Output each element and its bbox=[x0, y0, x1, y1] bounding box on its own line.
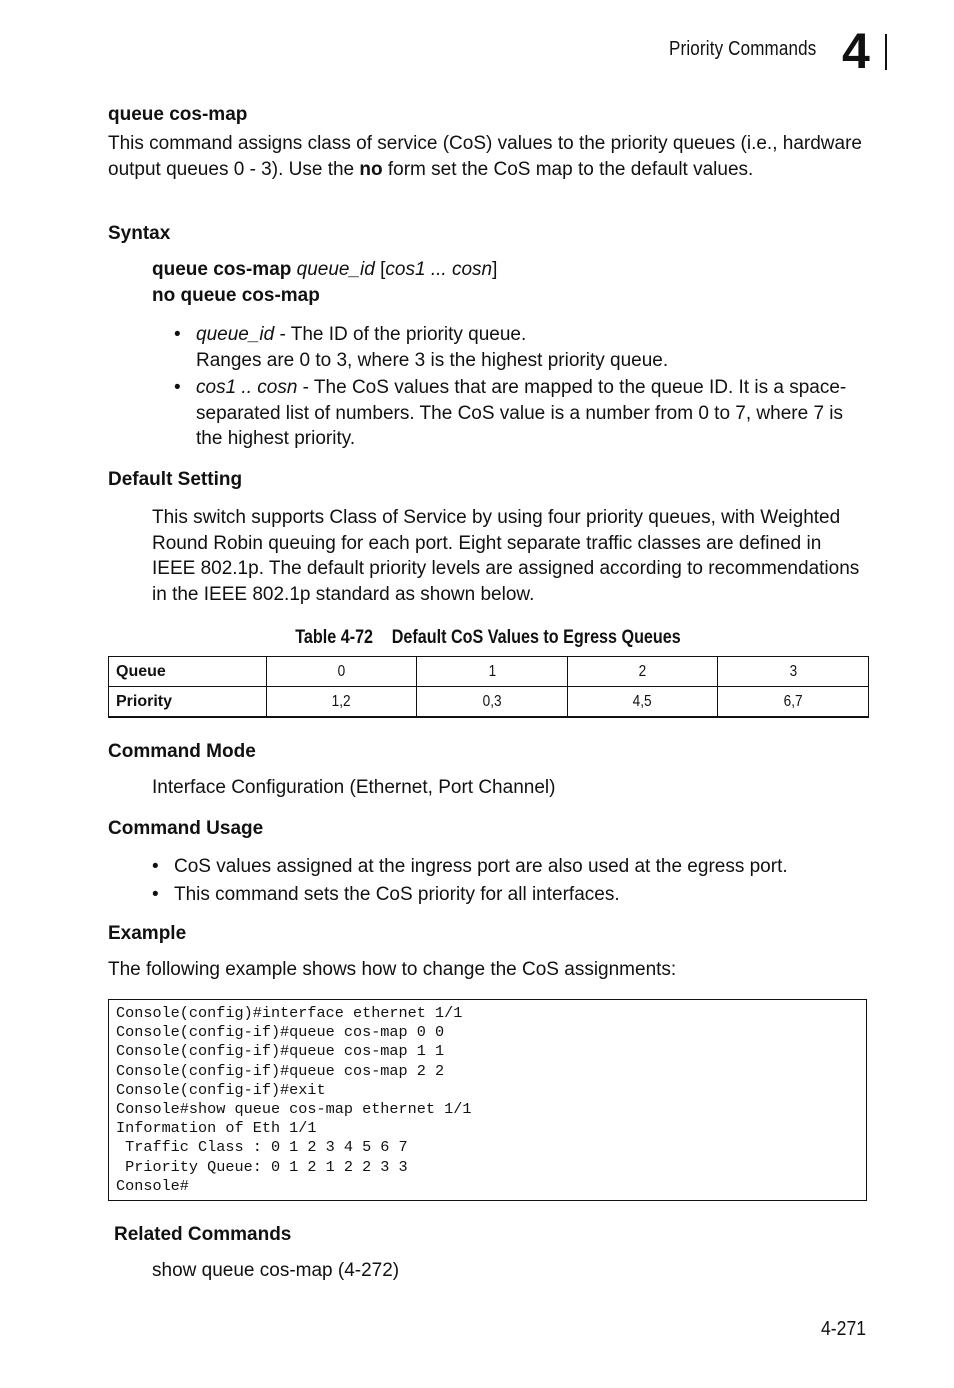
table-cell: 4,5 bbox=[567, 687, 718, 718]
table-cell: 2 bbox=[567, 657, 718, 687]
running-header-title: Priority Commands bbox=[669, 38, 817, 60]
usage-item: • CoS values assigned at the ingress port are also used at the egress port. bbox=[152, 854, 867, 880]
chapter-number: 4 bbox=[842, 23, 870, 79]
parameter-item: • cos1 .. cosn - The CoS values that are mapped to the queue ID. It is a space-separated list of numbers. The CoS value is a number from 0 to 7, where 7 is the highest priority. bbox=[174, 375, 864, 452]
syntax-heading: Syntax bbox=[108, 223, 171, 244]
command-title: queue cos-map bbox=[108, 104, 248, 125]
table-row bbox=[109, 687, 869, 718]
example-heading: Example bbox=[108, 923, 187, 944]
default-setting-text: This switch supports Class of Service by using four priority queues, with Weighted Round Robin queuing for each port. Eight separate traffic classes are defined in IEEE 802.1p. The default priority levels are assigned according to recommendations in the IEEE 802.1p standard as shown below. bbox=[152, 507, 860, 605]
example-text: The following example shows how to change the CoS assignments: bbox=[108, 959, 677, 980]
table-cell: 0,3 bbox=[417, 687, 568, 718]
chapter-divider bbox=[885, 34, 887, 70]
default-setting-heading: Default Setting bbox=[108, 469, 243, 490]
command-mode-heading: Command Mode bbox=[108, 741, 256, 762]
syntax-line-2: no queue cos-map bbox=[152, 285, 320, 306]
related-commands-heading: Related Commands bbox=[114, 1224, 292, 1245]
page-number: 4-271 bbox=[821, 1318, 867, 1340]
row-header-priority: Priority bbox=[109, 687, 267, 718]
syntax-parameter-list bbox=[174, 322, 864, 454]
table-caption: Table 4-72 Default CoS Values to Egress Queues bbox=[295, 627, 681, 648]
row-header-queue: Queue bbox=[109, 657, 267, 687]
command-usage-heading: Command Usage bbox=[108, 818, 264, 839]
table-cell: 1,2 bbox=[266, 687, 417, 718]
table-row bbox=[109, 657, 869, 687]
command-mode-text: Interface Configuration (Ethernet, Port Channel) bbox=[152, 777, 556, 798]
table-cell: 6,7 bbox=[718, 687, 869, 718]
syntax-line-1: queue cos-map queue_id [cos1 ... cosn] bbox=[152, 259, 498, 280]
command-description: This command assigns class of service (CoS) values to the priority queues (i.e., hardware output queues 0 - 3). Use the no form set the CoS map to the default values. bbox=[108, 133, 862, 180]
table-cell: 3 bbox=[718, 657, 869, 687]
usage-item: • This command sets the CoS priority for all interfaces. bbox=[152, 882, 867, 908]
code-text: Console(config)#interface ethernet 1/1 Console(config-if)#queue cos-map 0 0 Console(config-if)#queue cos-map 1 1 Console(config-if)#queue cos-map 2 2 Console(config-if)#exit Console#show queue cos-map ethernet 1/1 Information of Eth 1/1 Traffic Class : 0 1 2 3 4 5 6 7 Priority Queue: 0 1 2 1 2 2 3 3 Console# bbox=[116, 1004, 472, 1195]
related-command-link: show queue cos-map (4-272) bbox=[152, 1260, 400, 1281]
table-cell: 1 bbox=[417, 657, 568, 687]
cos-queue-table bbox=[108, 656, 869, 718]
example-code-block bbox=[108, 999, 867, 1201]
table-cell: 0 bbox=[266, 657, 417, 687]
parameter-item: • queue_id - The ID of the priority queue. Ranges are 0 to 3, where 3 is the highest priority queue. bbox=[174, 322, 864, 373]
command-usage-list bbox=[152, 854, 867, 909]
